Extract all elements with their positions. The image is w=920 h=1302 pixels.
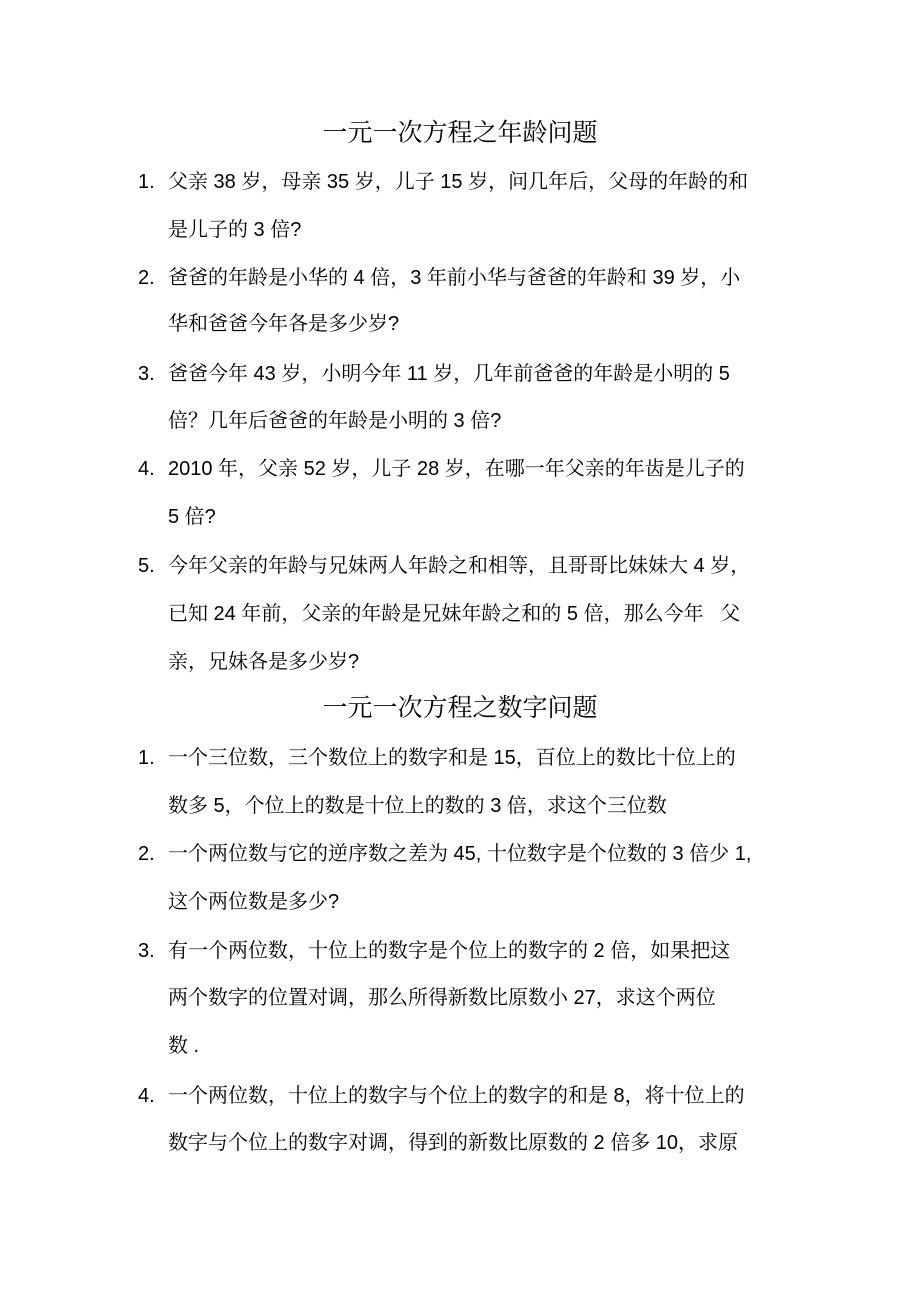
question-text-line: 今年父亲的年龄与兄妹两人年龄之和相等，且哥哥比妹妹大 4 岁，	[168, 555, 751, 577]
question-text-line: 数多 5，个位上的数是十位上的数的 3 倍，求这个三位数	[168, 795, 667, 817]
question-number: 2.	[138, 267, 155, 289]
question-number: 2.	[138, 843, 155, 865]
question-text-line: 数 .	[168, 1035, 200, 1057]
question-text-line: 华和爸爸今年各是多少岁?	[168, 313, 400, 335]
question-text-line: 倍？几年后爸爸的年龄是小明的 3 倍?	[168, 410, 502, 432]
question-text-line: 爸爸今年 43 岁，小明今年 11 岁，几年前爸爸的年龄是小明的 5	[168, 363, 730, 385]
question-text-line: 是儿子的 3 倍?	[168, 219, 302, 241]
question-text-line: 一个三位数，三个数位上的数字和是 15，百位上的数比十位上的	[168, 747, 736, 769]
question-text-line: 亲，兄妹各是多少岁?	[168, 651, 360, 673]
question-text-line: 这个两位数是多少?	[168, 891, 340, 913]
question-text-line: 5 倍?	[168, 506, 216, 528]
question-text-line: 一个两位数与它的逆序数之差为 45, 十位数字是个位数的 3 倍少 1,	[168, 843, 752, 865]
question-text-line: 已知 24 年前，父亲的年龄是兄妹年龄之和的 5 倍，那么今年 父	[168, 603, 741, 625]
question-number: 1.	[138, 171, 155, 193]
question-text-line: 一个两位数，十位上的数字与个位上的数字的和是 8，将十位上的	[168, 1085, 745, 1107]
question-text-line: 父亲 38 岁，母亲 35 岁，儿子 15 岁，问几年后，父母的年龄的和	[168, 171, 749, 193]
question-text-line: 爸爸的年龄是小华的 4 倍，3 年前小华与爸爸的年龄和 39 岁，小	[168, 267, 741, 289]
question-text-line: 数字与个位上的数字对调，得到的新数比原数的 2 倍多 10，求原	[168, 1132, 739, 1154]
question-number: 1.	[138, 747, 155, 769]
question-number: 4.	[138, 1085, 155, 1107]
question-number: 4.	[138, 458, 155, 480]
question-text-line: 两个数字的位置对调，那么所得新数比原数小 27，求这个两位	[168, 987, 716, 1009]
question-number: 3.	[138, 363, 155, 385]
question-text-line: 有一个两位数，十位上的数字是个位上的数字的 2 倍，如果把这	[168, 940, 731, 962]
question-number: 3.	[138, 940, 155, 962]
question-number: 5.	[138, 555, 155, 577]
section-title: 一元一次方程之数字问题	[322, 694, 598, 722]
section-title: 一元一次方程之年龄问题	[322, 119, 598, 147]
question-text-line: 2010 年，父亲 52 岁，儿子 28 岁，在哪一年父亲的年齿是儿子的	[168, 458, 745, 480]
